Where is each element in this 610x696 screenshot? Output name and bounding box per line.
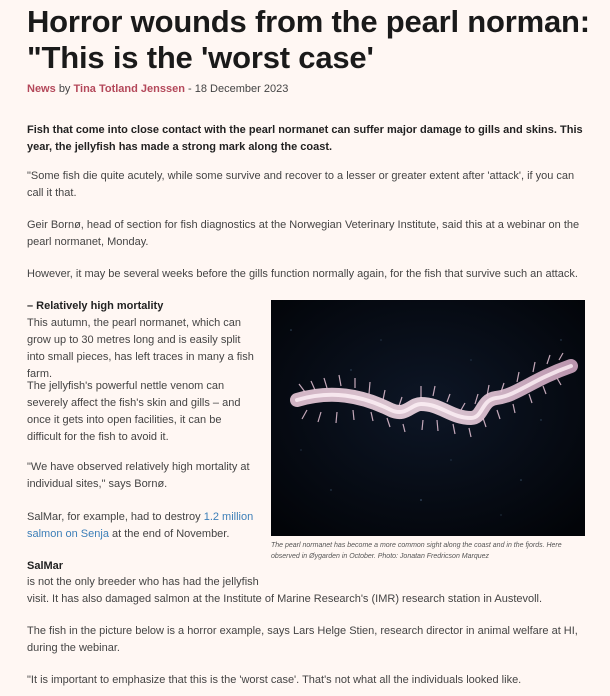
byline-by: by — [58, 83, 71, 95]
author-link[interactable]: Tina Totland Jenssen — [73, 83, 185, 95]
paragraph-4: This autumn, the pearl normanet, which can grow up to 30 metres long and is easily split into small pieces, has left traces in many a fish farm. — [27, 317, 254, 380]
paragraph-7 — [27, 509, 257, 543]
salmon-senja-link[interactable]: 1.2 million salmon on Senja — [27, 511, 254, 540]
article-lead: Fish that come into close contact with the pearl normanet can suffer major damage to gills and skins. This year, the jellyfish has made a strong mark along the coast. — [27, 124, 583, 153]
photo-caption: The pearl normanet has become a more common sight along the coast and in the fjords. Here observed in Øygarden in October. Photo: Jonatan Fredricson Marquez — [271, 542, 562, 560]
paragraph-10: "It is important to emphasize that this is the 'worst case'. That's not what all the individuals looked like. — [27, 674, 522, 686]
paragraph-2: Geir Bornø, head of section for fish diagnostics at the Norwegian Veterinary Institute, said this at a webinar on the pearl normanet, Monday. — [27, 219, 580, 248]
byline-separator: - — [188, 83, 192, 95]
paragraph-1: "Some fish die quite acutely, while some survive and recover to a lesser or greater extent after 'attack', if you can call it that. — [27, 170, 575, 199]
category-link[interactable]: News — [27, 83, 56, 95]
jellyfish-photo — [271, 300, 585, 536]
jellyfish-image — [271, 300, 585, 536]
article-title: Horror wounds from the pearl norman: "This is the 'worst case' — [27, 4, 590, 75]
publish-date: 18 December 2023 — [194, 83, 289, 95]
paragraph-3: However, it may be several weeks before the gills function normally again, for the fish that survive such an attack. — [27, 268, 578, 280]
paragraph-9: The fish in the picture below is a horror example, says Lars Helge Stien, research director in animal welfare at HI, during the webinar. — [27, 625, 578, 654]
salmar-heading: SalMar — [27, 560, 64, 572]
paragraph-6: "We have observed relatively high mortality at individual sites," says Bornø. — [27, 461, 250, 490]
paragraph-8a: is not the only breeder who has had the jellyfish — [27, 576, 259, 588]
paragraph-8b: visit. It has also damaged salmon at the Institute of Marine Research's (IMR) research station in Austevoll. — [27, 593, 543, 605]
p7-before: SalMar, for example, had to destroy — [27, 511, 204, 523]
paragraph-5: The jellyfish's powerful nettle venom can severely affect the fish's skin and gills – and once it gets into open facilities, it can be difficult for the fish to avoid it. — [27, 380, 241, 443]
byline — [27, 83, 288, 95]
p7-after: at the end of November. — [108, 528, 230, 540]
subheading: – Relatively high mortality — [27, 300, 164, 312]
